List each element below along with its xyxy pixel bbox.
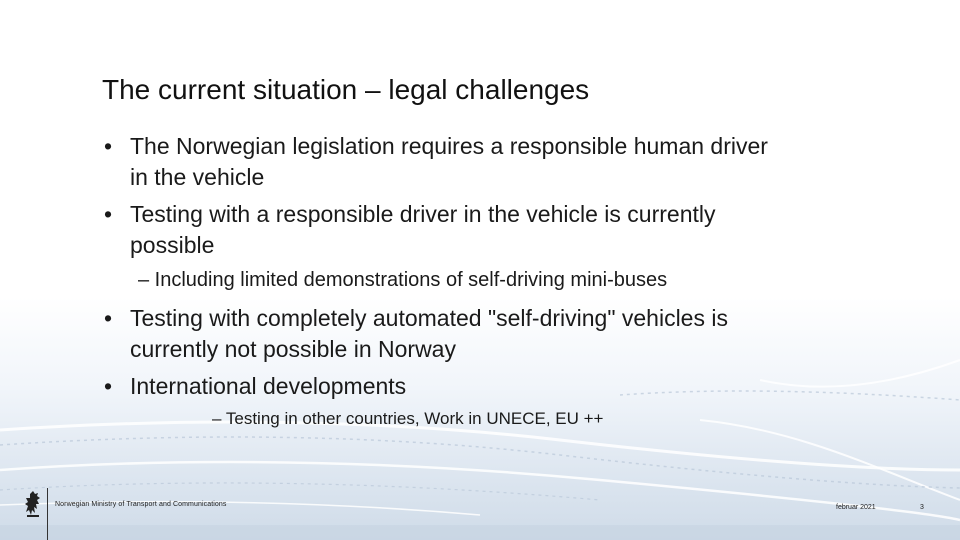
bullet-line: in the vehicle bbox=[130, 164, 265, 190]
footer-date: februar 2021 bbox=[836, 504, 876, 511]
bullet-text bbox=[130, 131, 890, 193]
bullet-text bbox=[130, 371, 890, 402]
sub-bullet-item: – Testing in other countries, Work in UNECE, EU ++ bbox=[212, 409, 604, 428]
sub-bullet-item: – Including limited demonstrations of self-driving mini-buses bbox=[138, 269, 668, 291]
slide-title: The current situation – legal challenges bbox=[102, 74, 590, 105]
bullet-line: Testing with completely automated "self-driving" vehicles is bbox=[130, 305, 728, 331]
norwegian-lion-icon bbox=[22, 490, 44, 518]
bullet-line: possible bbox=[130, 232, 215, 258]
page-number: 3 bbox=[920, 504, 924, 511]
footer-ministry-name: Norwegian Ministry of Transport and Communications bbox=[55, 501, 227, 508]
bullet-marker: • bbox=[104, 201, 113, 227]
bullet-marker: • bbox=[104, 373, 113, 399]
footer-divider bbox=[47, 488, 48, 540]
bullet-line: currently not possible in Norway bbox=[130, 336, 456, 362]
bullet-line: Testing with a responsible driver in the vehicle is currently bbox=[130, 201, 716, 227]
bullet-line: International developments bbox=[130, 373, 407, 399]
bullet-marker: • bbox=[104, 305, 113, 331]
bullet-text bbox=[130, 303, 890, 365]
bullet-marker: • bbox=[104, 133, 113, 159]
bullet-text bbox=[130, 199, 890, 261]
bullet-line: The Norwegian legislation requires a responsible human driver bbox=[130, 133, 768, 159]
